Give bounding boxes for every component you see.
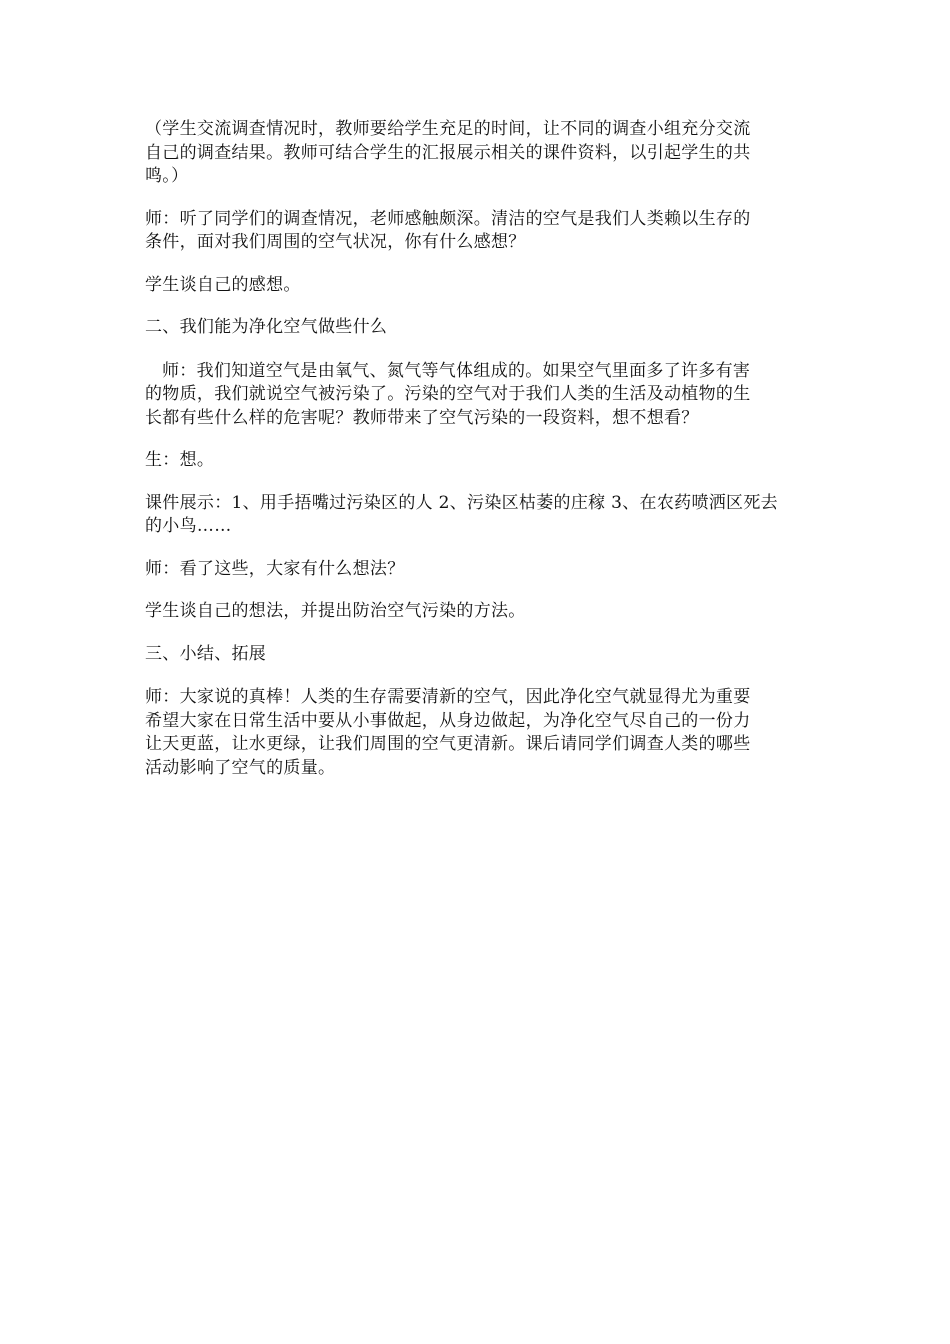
- section-heading-3: [145, 643, 810, 667]
- paragraph-teacher-summary: [145, 686, 810, 780]
- document-page: [145, 118, 810, 799]
- paragraph-teacher-question: [145, 208, 810, 255]
- paragraph-student-answer: [145, 449, 810, 473]
- text-line: 鸣。）: [145, 166, 189, 186]
- heading-text: 三、小结、拓展: [145, 643, 267, 664]
- paragraph-teacher-note: [145, 118, 810, 189]
- text-line: 活动影响了空气的质量。: [145, 757, 336, 778]
- text-line: 师：听了同学们的调查情况，老师感触颇深。清洁的空气是我们人类赖以生存的: [145, 208, 751, 229]
- text-line: 的小鸟……: [145, 516, 232, 536]
- text-line: 课件展示：1、用手捂嘴过污染区的人 2、污染区枯萎的庄稼 3、在农药喷洒区死去: [145, 492, 778, 513]
- text-line: 希望大家在日常生活中要从小事做起，从身边做起，为净化空气尽自己的一份力: [145, 710, 751, 731]
- text-line: 条件，面对我们周围的空气状况，你有什么感想？: [145, 232, 526, 252]
- text-line: 让天更蓝，让水更绿，让我们周围的空气更清新。课后请同学们调查人类的哪些: [145, 734, 751, 754]
- section-heading-2: [145, 316, 810, 340]
- text-line: 长都有些什么样的危害呢？教师带来了空气污染的一段资料，想不想看？: [145, 407, 699, 428]
- paragraph-courseware-display: [145, 492, 810, 539]
- text-line: （学生交流调查情况时，教师要给学生充足的时间，让不同的调查小组充分交流: [145, 119, 751, 139]
- text-line: 自己的调查结果。教师可结合学生的汇报展示相关的课件资料，以引起学生的共: [145, 142, 751, 163]
- text-line: 学生谈自己的感想。: [145, 274, 301, 295]
- text-line: 师：看了这些，大家有什么想法？: [145, 558, 405, 579]
- paragraph-teacher-ask: [145, 558, 810, 582]
- heading-text: 二、我们能为净化空气做些什么: [145, 317, 388, 337]
- text-line: 师：大家说的真棒！人类的生存需要清新的空气，因此净化空气就显得尤为重要: [145, 687, 751, 707]
- text-line: 学生谈自己的想法，并提出防治空气污染的方法。: [145, 601, 526, 621]
- text-line: 师：我们知道空气是由氧气、氮气等气体组成的。如果空气里面多了许多有害: [162, 360, 751, 381]
- paragraph-student-feelings: [145, 274, 810, 298]
- paragraph-student-ideas: [145, 600, 810, 624]
- text-line: 生：想。: [145, 450, 215, 470]
- text-line: 的物质，我们就说空气被污染了。污染的空气对于我们人类的生活及动植物的生: [145, 384, 751, 404]
- paragraph-teacher-explanation: [145, 360, 810, 431]
